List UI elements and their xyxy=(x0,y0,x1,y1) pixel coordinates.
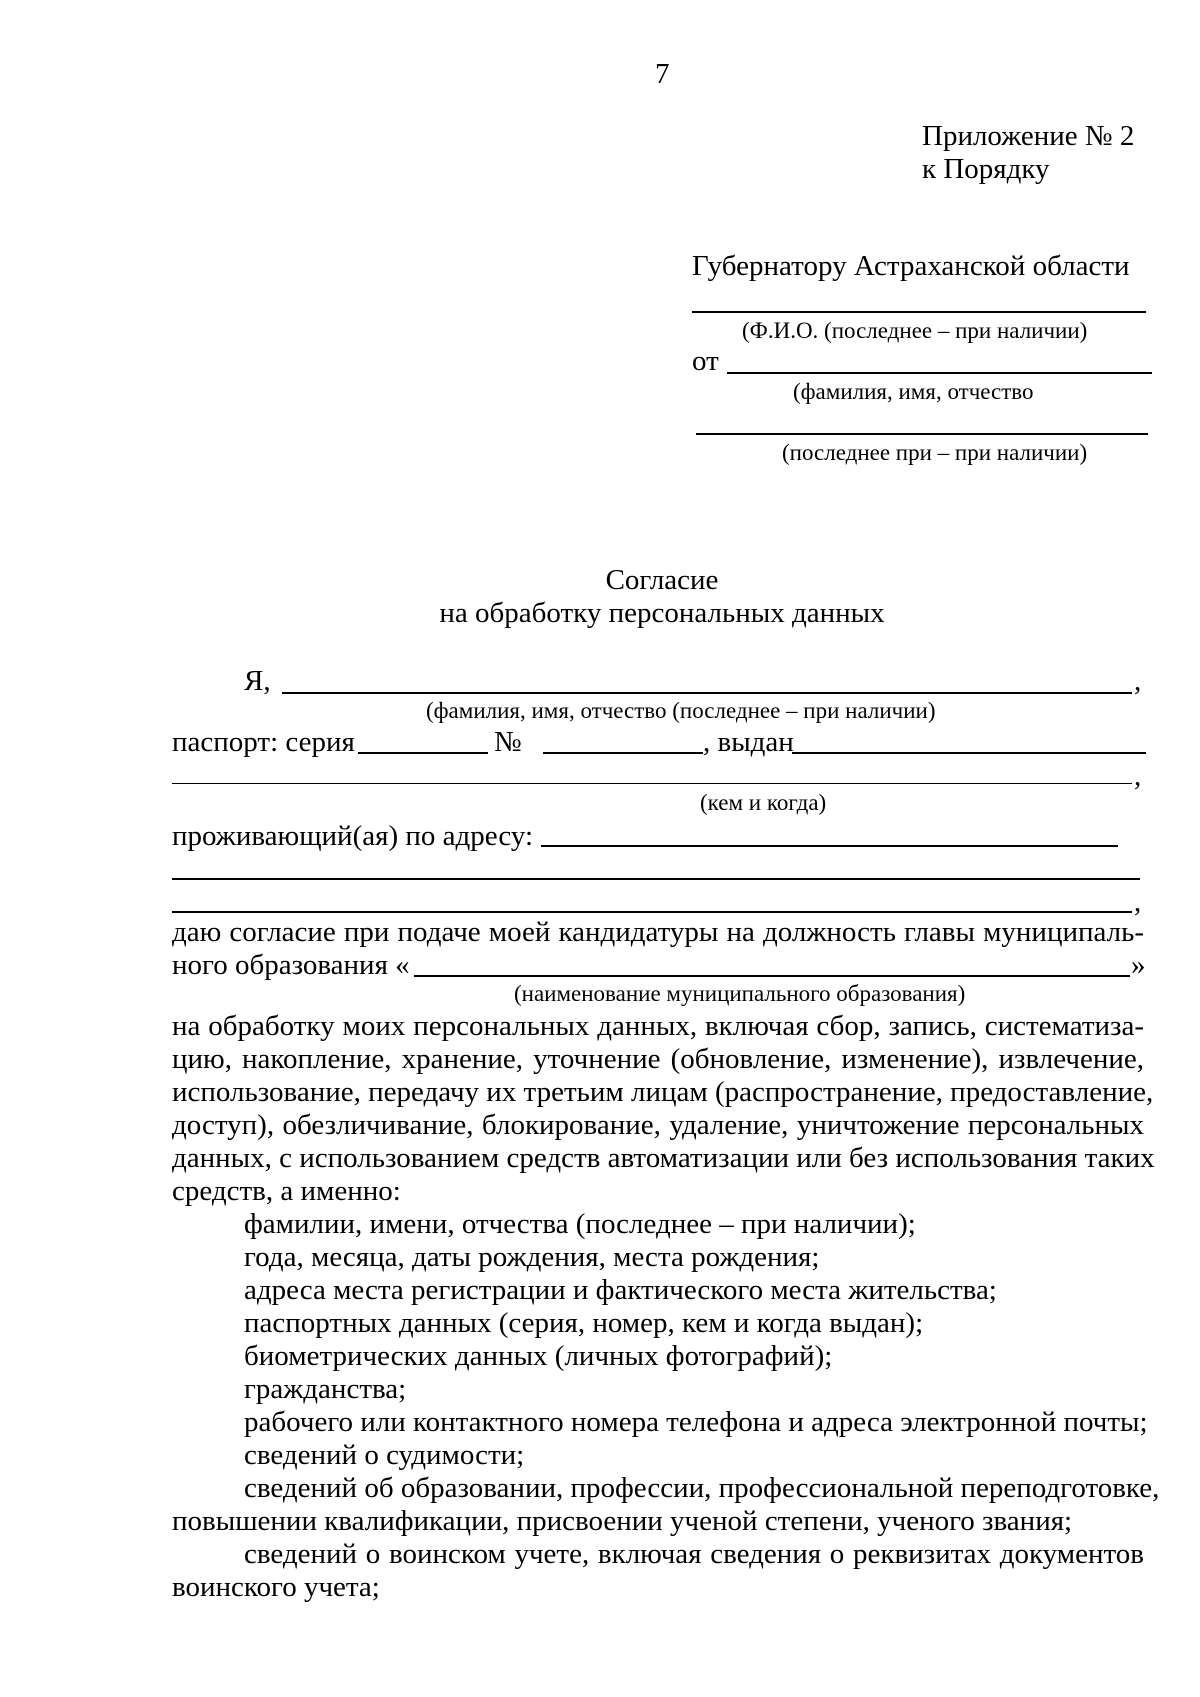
i-label: Я, xyxy=(244,665,271,697)
list-item: биометрических данных (личных фотографий); xyxy=(244,1340,833,1372)
issued-by-hint: (кем и когда) xyxy=(700,790,827,815)
fio-hint: (фамилия, имя, отчество (последнее – при наличии) xyxy=(426,698,936,723)
address-comma: , xyxy=(1134,886,1142,918)
consent-line-1: даю согласие при подаче моей кандидатуры на должность главы муниципаль- xyxy=(172,916,1144,948)
document-title: Согласие xyxy=(605,564,719,596)
passport-number-line xyxy=(543,752,703,754)
body-line-3: использование, передачу их третьим лицам (распространение, предоставление, xyxy=(172,1076,1154,1108)
list-item: фамилии, имени, отчества (последнее – при наличии); xyxy=(244,1208,916,1240)
military-line-2: воинского учета; xyxy=(172,1571,380,1603)
consent-line-2-end: » xyxy=(1131,949,1146,981)
education-line-2: повышении квалификации, присвоении ученой степени, ученого звания; xyxy=(172,1505,1073,1537)
from-label: от xyxy=(692,345,719,377)
address-line-2 xyxy=(172,878,1140,880)
address-line-3 xyxy=(172,911,1132,913)
addressee-governor: Губернатору Астраханской области xyxy=(692,250,1130,282)
list-item: адреса места регистрации и фактического места жительства; xyxy=(244,1274,997,1306)
body-line-5: данных, с использованием средств автоматизации или без использования таких xyxy=(172,1142,1155,1174)
issued-by-comma: , xyxy=(1134,760,1142,792)
governor-name-hint: (Ф.И.О. (последнее – при наличии) xyxy=(742,318,1088,343)
passport-series-label: паспорт: серия xyxy=(172,726,355,758)
appendix-title: Приложение № 2 xyxy=(922,120,1135,152)
body-line-6: средств, а именно: xyxy=(172,1175,401,1207)
passport-series-line xyxy=(358,752,488,754)
list-item: года, месяца, даты рождения, места рождения; xyxy=(244,1241,820,1273)
list-item: рабочего или контактного номера телефона и адреса электронной почты; xyxy=(244,1406,1148,1438)
sender-name-hint: (фамилия, имя, отчество xyxy=(793,379,1034,404)
consent-line-2-start: ного образования « xyxy=(172,949,410,981)
body-line-4: доступ), обезличивание, блокирование, удаление, уничтожение персональных xyxy=(172,1109,1144,1141)
governor-name-line xyxy=(692,311,1146,313)
passport-number-label: № xyxy=(494,726,522,758)
issued-by-line xyxy=(172,783,1132,784)
municipality-line xyxy=(414,975,1130,977)
municipality-hint: (наименование муниципального образования) xyxy=(514,981,966,1006)
sender-name-hint-2: (последнее при – при наличии) xyxy=(782,440,1088,465)
fio-comma: , xyxy=(1134,665,1142,697)
document-subtitle: на обработку персональных данных xyxy=(439,597,885,629)
passport-issued-line xyxy=(792,752,1146,754)
list-item: гражданства; xyxy=(244,1373,407,1405)
list-item: паспортных данных (серия, номер, кем и когда выдан); xyxy=(244,1307,924,1339)
address-line-1 xyxy=(541,845,1118,847)
list-item: сведений о судимости; xyxy=(244,1439,525,1471)
page-number: 7 xyxy=(655,58,670,90)
education-line-1: сведений об образовании, профессии, профессиональной переподготовке, xyxy=(244,1472,1160,1504)
sender-name-line-2 xyxy=(696,433,1148,435)
address-label: проживающий(ая) по адресу: xyxy=(172,820,533,852)
sender-name-line xyxy=(727,372,1152,374)
body-line-1: на обработку моих персональных данных, включая сбор, запись, систематиза- xyxy=(172,1010,1144,1042)
appendix-subtitle: к Порядку xyxy=(922,153,1050,185)
military-line-1: сведений о воинском учете, включая сведения о реквизитах документов xyxy=(244,1538,1144,1570)
fio-line xyxy=(282,692,1132,694)
passport-issued-label: , выдан xyxy=(703,726,794,758)
body-line-2: цию, накопление, хранение, уточнение (обновление, изменение), извлечение, xyxy=(172,1043,1144,1075)
